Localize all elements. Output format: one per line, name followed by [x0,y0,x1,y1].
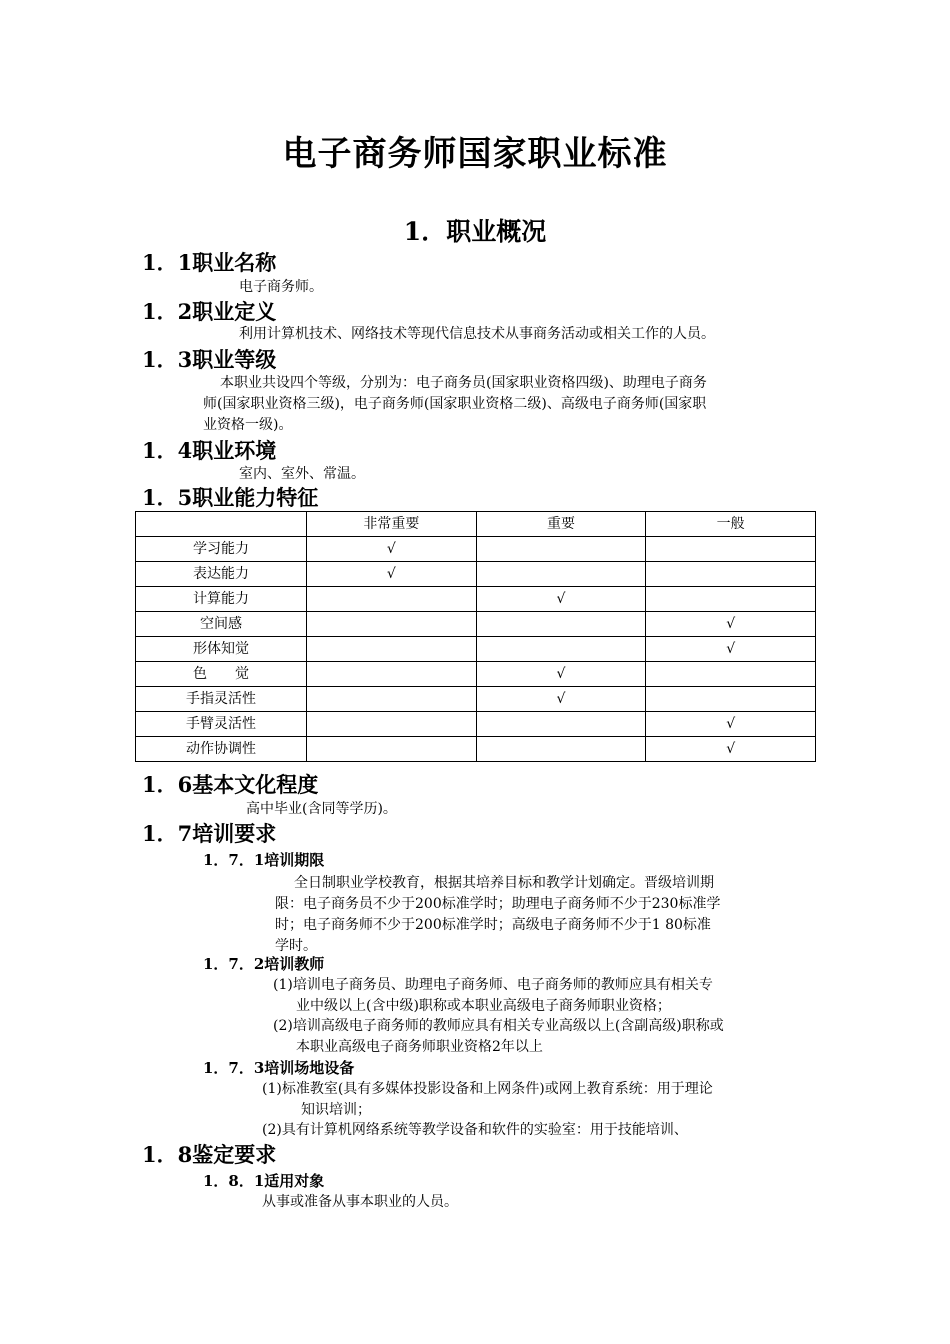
subsection-line-1-7-3-b: 知识培训； [301,1102,371,1118]
table-row [136,562,816,587]
table-cell [476,737,646,762]
table-cell: 动作协调性 [136,737,307,762]
subsection-line-1-7-2-b: 业中级以上(含中级)职称或本职业高级电子商务师职业资格； [296,998,671,1014]
table-row [136,587,816,612]
table-row [136,637,816,662]
subsection-line-1-7-1-b: 限：电子商务员不少于200标准学时；助理电子商务师不少于230标准学 [275,896,721,912]
table-cell [307,662,477,687]
table-cell: 表达能力 [136,562,307,587]
table-cell [307,737,477,762]
document-title: 电子商务师国家职业标准 [282,134,668,174]
table-cell [476,612,646,637]
table-cell: √ [307,537,477,562]
section-text-1-2: 利用计算机技术、网络技术等现代信息技术从事商务活动或相关工作的人员。 [239,326,715,342]
subsection-line-1-7-2-c: (2)培训高级电子商务师的教师应具有相关专业高级以上(含副高级)职称或 [273,1018,724,1034]
table-header-cell: 一般 [646,512,816,537]
section-line-1-3-b: 师(国家职业资格三级)，电子商务师(国家职业资格二级)、高级电子商务师(国家职 [203,396,707,412]
table-cell: √ [646,637,816,662]
table-cell [476,637,646,662]
subsection-heading-1-7-3: 1．7．3培训场地设备 [203,1059,355,1077]
table-row [136,712,816,737]
table-cell [646,687,816,712]
subsection-line-1-7-2-a: (1)培训电子商务员、助理电子商务师、电子商务师的教师应具有相关专 [273,977,713,993]
subsection-line-1-7-1-c: 时；电子商务师不少于200标准学时；高级电子商务师不少于1 80标准 [275,917,711,933]
table-cell: √ [476,587,646,612]
subsection-heading-1-7-1: 1．7．1培训期限 [203,851,325,869]
table-row [136,687,816,712]
section-heading-1-6: 1．6基本文化程度 [142,772,319,797]
table-row [136,737,816,762]
section-text-1-6: 高中毕业(含同等学历)。 [246,801,397,817]
table-header-cell [136,512,307,537]
subsection-line-1-7-2-d: 本职业高级电子商务师职业资格2年以上 [296,1039,543,1055]
table-cell [476,712,646,737]
table-cell [307,687,477,712]
section-heading-1-5: 1．5职业能力特征 [142,485,319,510]
subsection-line-1-7-3-a: (1)标准教室(具有多媒体投影设备和上网条件)或网上教育系统：用于理论 [262,1081,713,1097]
table-header-cell: 重要 [476,512,646,537]
table-cell: √ [476,687,646,712]
table-cell [476,562,646,587]
table-cell [307,612,477,637]
subsection-text-1-8-1: 从事或准备从事本职业的人员。 [262,1194,458,1210]
section-heading-1-2: 1．2职业定义 [142,299,277,324]
ability-table [135,511,816,762]
section-heading-1-7: 1．7培训要求 [142,821,277,846]
table-header-row [136,512,816,537]
section-line-1-3-c: 业资格一级)。 [203,417,293,433]
table-cell: √ [646,612,816,637]
chapter-title: 1．职业概况 [403,217,547,246]
table-cell [476,537,646,562]
table-cell: 形体知觉 [136,637,307,662]
table-cell: 学习能力 [136,537,307,562]
section-text-1-4: 室内、室外、常温。 [239,466,365,482]
table-cell [646,662,816,687]
table-cell [307,587,477,612]
table-cell: √ [646,737,816,762]
subsection-line-1-7-1-d: 学时。 [275,938,317,954]
table-cell: √ [646,712,816,737]
table-cell: √ [476,662,646,687]
table-cell [646,562,816,587]
table-cell [646,537,816,562]
table-cell: √ [307,562,477,587]
subsection-heading-1-8-1: 1．8．1适用对象 [203,1172,325,1190]
subsection-line-1-7-1-a: 全日制职业学校教育，根据其培养目标和教学计划确定。晋级培训期 [294,875,714,891]
section-heading-1-3: 1．3职业等级 [142,347,277,372]
table-cell: 计算能力 [136,587,307,612]
table-row [136,662,816,687]
subsection-line-1-7-3-c: (2)具有计算机网络系统等教学设备和软件的实验室：用于技能培训、 [262,1122,688,1138]
table-cell [307,712,477,737]
table-cell: 空间感 [136,612,307,637]
section-heading-1-4: 1．4职业环境 [142,438,277,463]
section-text-1-1: 电子商务师。 [239,279,323,295]
section-heading-1-1: 1．1职业名称 [142,250,277,275]
table-row [136,537,816,562]
table-cell: 色 觉 [136,662,307,687]
table-cell [307,637,477,662]
table-header-cell: 非常重要 [307,512,477,537]
table-cell: 手臂灵活性 [136,712,307,737]
section-line-1-3-a: 本职业共设四个等级，分别为：电子商务员(国家职业资格四级)、助理电子商务 [220,375,707,391]
subsection-heading-1-7-2: 1．7．2培训教师 [203,955,325,973]
table-cell: 手指灵活性 [136,687,307,712]
section-heading-1-8: 1．8鉴定要求 [142,1142,277,1167]
table-row [136,612,816,637]
table-cell [646,587,816,612]
